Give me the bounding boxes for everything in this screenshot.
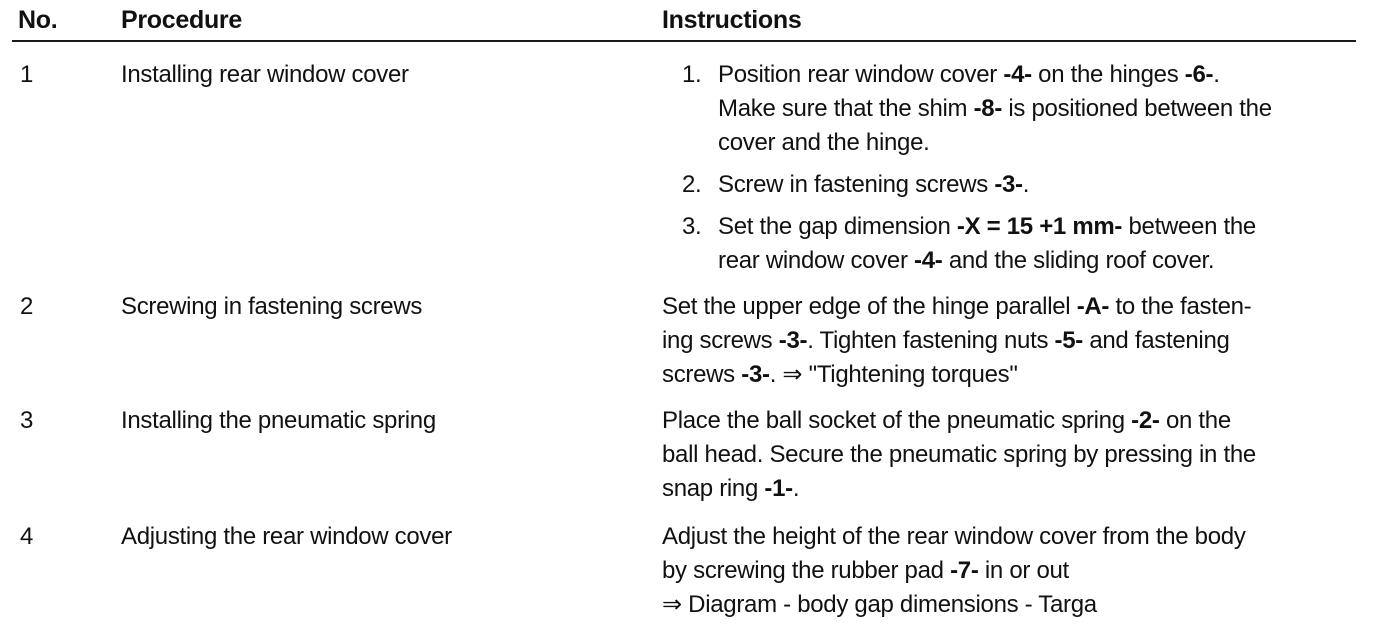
- instruction-line: Set the gap dimension -X = 15 +1 mm- between the: [718, 213, 1256, 240]
- header-procedure: Procedure: [121, 6, 242, 34]
- header-divider: [12, 40, 1356, 42]
- instruction-line: Place the ball socket of the pneumatic spring -2- on the: [662, 407, 1231, 434]
- instruction-line: ing screws -3-. Tighten fastening nuts -5- and fastening: [662, 327, 1230, 354]
- instruction-line: Adjust the height of the rear window cover from the body: [662, 523, 1246, 550]
- instruction-line: Set the upper edge of the hinge parallel -A- to the fasten-: [662, 293, 1252, 320]
- procedure-name: Screwing in fastening screws: [121, 293, 423, 320]
- instruction-line: Screw in fastening screws -3-.: [718, 171, 1030, 198]
- procedure-name: Installing rear window cover: [121, 61, 409, 88]
- instruction-step: [662, 210, 1352, 278]
- diagram-link[interactable]: ⇒ Diagram - body gap dimensions - Targa: [662, 591, 1097, 618]
- step-number: 1.: [682, 61, 702, 88]
- row-number: 3: [20, 407, 34, 434]
- instruction-line: Make sure that the shim -8- is positioned between the: [718, 95, 1272, 122]
- instruction-line: ball head. Secure the pneumatic spring by pressing in the: [662, 441, 1256, 468]
- step-number: 2.: [682, 171, 702, 198]
- instruction-text: [662, 404, 1352, 506]
- instruction-line: cover and the hinge.: [718, 129, 930, 156]
- instruction-line: snap ring -1-.: [662, 475, 800, 502]
- instruction-line: rear window cover -4- and the sliding roof cover.: [718, 247, 1215, 274]
- instruction-text: [662, 290, 1352, 392]
- header-instructions: Instructions: [662, 6, 802, 34]
- instruction-step: [662, 168, 1352, 202]
- row-number: 1: [20, 61, 34, 88]
- instruction-step: [662, 58, 1352, 160]
- header-no: No.: [18, 6, 58, 34]
- instruction-line: Position rear window cover -4- on the hinges -6-.: [718, 61, 1220, 88]
- instruction-line: screws -3-. ⇒ "Tightening torques": [662, 361, 1018, 388]
- instruction-steps: [662, 58, 1352, 286]
- instruction-text: [662, 520, 1352, 622]
- row-number: 4: [20, 523, 34, 550]
- procedure-name: Adjusting the rear window cover: [121, 523, 452, 550]
- instruction-line: by screwing the rubber pad -7- in or out: [662, 557, 1069, 584]
- step-number: 3.: [682, 213, 702, 240]
- procedure-name: Installing the pneumatic spring: [121, 407, 436, 434]
- row-number: 2: [20, 293, 34, 320]
